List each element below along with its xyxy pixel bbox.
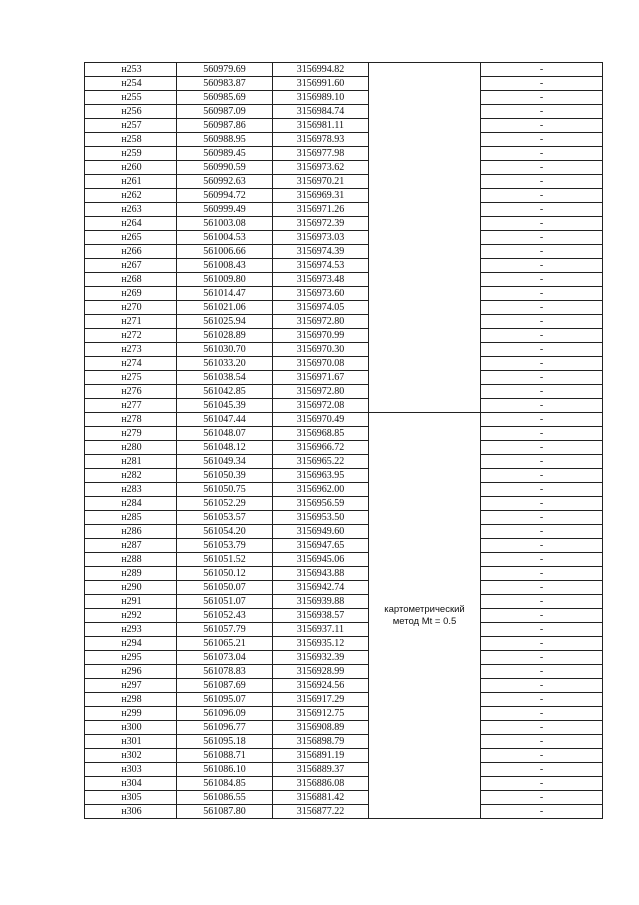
point-name-cell: н264	[85, 217, 177, 231]
y-coordinate-cell: 3156943.88	[273, 567, 369, 581]
y-coordinate-cell: 3156973.60	[273, 287, 369, 301]
accuracy-cell: -	[481, 623, 603, 637]
point-name-cell: н290	[85, 581, 177, 595]
accuracy-cell: -	[481, 637, 603, 651]
accuracy-cell: -	[481, 105, 603, 119]
point-name-cell: н296	[85, 665, 177, 679]
point-name-cell: н255	[85, 91, 177, 105]
accuracy-cell: -	[481, 399, 603, 413]
point-name-cell: н254	[85, 77, 177, 91]
x-coordinate-cell: 561042.85	[177, 385, 273, 399]
x-coordinate-cell: 561021.06	[177, 301, 273, 315]
point-name-cell: н256	[85, 105, 177, 119]
point-name-cell: н301	[85, 735, 177, 749]
accuracy-cell: -	[481, 203, 603, 217]
table-row	[85, 651, 603, 665]
accuracy-cell: -	[481, 77, 603, 91]
y-coordinate-cell: 3156945.06	[273, 553, 369, 567]
accuracy-cell: -	[481, 133, 603, 147]
table-row	[85, 455, 603, 469]
point-name-cell: н284	[85, 497, 177, 511]
table-row	[85, 567, 603, 581]
point-name-cell: н304	[85, 777, 177, 791]
accuracy-cell: -	[481, 497, 603, 511]
table-row	[85, 525, 603, 539]
table-row	[85, 693, 603, 707]
x-coordinate-cell: 561057.79	[177, 623, 273, 637]
y-coordinate-cell: 3156974.39	[273, 245, 369, 259]
accuracy-cell: -	[481, 175, 603, 189]
point-name-cell: н265	[85, 231, 177, 245]
y-coordinate-cell: 3156984.74	[273, 105, 369, 119]
point-name-cell: н300	[85, 721, 177, 735]
table-row	[85, 371, 603, 385]
x-coordinate-cell: 561033.20	[177, 357, 273, 371]
x-coordinate-cell: 561008.43	[177, 259, 273, 273]
x-coordinate-cell: 560985.69	[177, 91, 273, 105]
y-coordinate-cell: 3156972.80	[273, 315, 369, 329]
table-row	[85, 315, 603, 329]
table-row	[85, 469, 603, 483]
accuracy-cell: -	[481, 483, 603, 497]
accuracy-cell: -	[481, 707, 603, 721]
x-coordinate-cell: 561051.07	[177, 595, 273, 609]
table-row	[85, 539, 603, 553]
y-coordinate-cell: 3156949.60	[273, 525, 369, 539]
y-coordinate-cell: 3156973.48	[273, 273, 369, 287]
accuracy-cell: -	[481, 413, 603, 427]
table-row	[85, 665, 603, 679]
x-coordinate-cell: 561052.43	[177, 609, 273, 623]
table-row	[85, 777, 603, 791]
point-name-cell: н291	[85, 595, 177, 609]
y-coordinate-cell: 3156971.67	[273, 371, 369, 385]
accuracy-cell: -	[481, 343, 603, 357]
table-row	[85, 413, 603, 427]
accuracy-cell: -	[481, 371, 603, 385]
point-name-cell: н270	[85, 301, 177, 315]
x-coordinate-cell: 560987.09	[177, 105, 273, 119]
x-coordinate-cell: 561087.80	[177, 805, 273, 819]
y-coordinate-cell: 3156972.80	[273, 385, 369, 399]
point-name-cell: н302	[85, 749, 177, 763]
point-name-cell: н294	[85, 637, 177, 651]
point-name-cell: н259	[85, 147, 177, 161]
x-coordinate-cell: 561065.21	[177, 637, 273, 651]
method-label-line1: картометрический	[384, 603, 465, 615]
x-coordinate-cell: 561009.80	[177, 273, 273, 287]
point-name-cell: н299	[85, 707, 177, 721]
y-coordinate-cell: 3156956.59	[273, 497, 369, 511]
y-coordinate-cell: 3156928.99	[273, 665, 369, 679]
y-coordinate-cell: 3156886.08	[273, 777, 369, 791]
point-name-cell: н253	[85, 63, 177, 77]
x-coordinate-cell: 561086.55	[177, 791, 273, 805]
x-coordinate-cell: 560992.63	[177, 175, 273, 189]
accuracy-cell: -	[481, 273, 603, 287]
y-coordinate-cell: 3156935.12	[273, 637, 369, 651]
x-coordinate-cell: 561006.66	[177, 245, 273, 259]
accuracy-cell: -	[481, 259, 603, 273]
point-name-cell: н268	[85, 273, 177, 287]
point-name-cell: н298	[85, 693, 177, 707]
y-coordinate-cell: 3156969.31	[273, 189, 369, 203]
point-name-cell: н257	[85, 119, 177, 133]
table-row	[85, 343, 603, 357]
x-coordinate-cell: 561095.07	[177, 693, 273, 707]
y-coordinate-cell: 3156912.75	[273, 707, 369, 721]
x-coordinate-cell: 560987.86	[177, 119, 273, 133]
point-name-cell: н297	[85, 679, 177, 693]
point-name-cell: н286	[85, 525, 177, 539]
y-coordinate-cell: 3156881.42	[273, 791, 369, 805]
y-coordinate-cell: 3156947.65	[273, 539, 369, 553]
method-cell-empty	[369, 63, 481, 413]
coordinates-table-body	[85, 63, 603, 819]
accuracy-cell: -	[481, 231, 603, 245]
point-name-cell: н289	[85, 567, 177, 581]
table-row	[85, 609, 603, 623]
point-name-cell: н276	[85, 385, 177, 399]
y-coordinate-cell: 3156977.98	[273, 147, 369, 161]
table-row	[85, 63, 603, 77]
table-row	[85, 805, 603, 819]
y-coordinate-cell: 3156924.56	[273, 679, 369, 693]
y-coordinate-cell: 3156968.85	[273, 427, 369, 441]
accuracy-cell: -	[481, 147, 603, 161]
x-coordinate-cell: 561054.20	[177, 525, 273, 539]
accuracy-cell: -	[481, 749, 603, 763]
accuracy-cell: -	[481, 455, 603, 469]
x-coordinate-cell: 561028.89	[177, 329, 273, 343]
accuracy-cell: -	[481, 427, 603, 441]
x-coordinate-cell: 561050.75	[177, 483, 273, 497]
y-coordinate-cell: 3156932.39	[273, 651, 369, 665]
table-row	[85, 105, 603, 119]
x-coordinate-cell: 561045.39	[177, 399, 273, 413]
point-name-cell: н273	[85, 343, 177, 357]
table-row	[85, 679, 603, 693]
table-row	[85, 231, 603, 245]
accuracy-cell: -	[481, 791, 603, 805]
table-row	[85, 791, 603, 805]
y-coordinate-cell: 3156970.21	[273, 175, 369, 189]
x-coordinate-cell: 561095.18	[177, 735, 273, 749]
point-name-cell: н287	[85, 539, 177, 553]
accuracy-cell: -	[481, 735, 603, 749]
point-name-cell: н293	[85, 623, 177, 637]
accuracy-cell: -	[481, 357, 603, 371]
x-coordinate-cell: 561049.34	[177, 455, 273, 469]
x-coordinate-cell: 561030.70	[177, 343, 273, 357]
y-coordinate-cell: 3156965.22	[273, 455, 369, 469]
accuracy-cell: -	[481, 63, 603, 77]
point-name-cell: н266	[85, 245, 177, 259]
y-coordinate-cell: 3156966.72	[273, 441, 369, 455]
table-row	[85, 259, 603, 273]
point-name-cell: н285	[85, 511, 177, 525]
y-coordinate-cell: 3156917.29	[273, 693, 369, 707]
table-row	[85, 637, 603, 651]
table-row	[85, 483, 603, 497]
table-row	[85, 707, 603, 721]
table-row	[85, 553, 603, 567]
x-coordinate-cell: 560990.59	[177, 161, 273, 175]
point-name-cell: н292	[85, 609, 177, 623]
accuracy-cell: -	[481, 525, 603, 539]
point-name-cell: н280	[85, 441, 177, 455]
x-coordinate-cell: 561050.39	[177, 469, 273, 483]
point-name-cell: н272	[85, 329, 177, 343]
table-row	[85, 581, 603, 595]
y-coordinate-cell: 3156991.60	[273, 77, 369, 91]
point-name-cell: н295	[85, 651, 177, 665]
table-row	[85, 287, 603, 301]
accuracy-cell: -	[481, 609, 603, 623]
y-coordinate-cell: 3156981.11	[273, 119, 369, 133]
method-label-line2: метод Mt = 0.5	[392, 615, 457, 627]
point-name-cell: н258	[85, 133, 177, 147]
accuracy-cell: -	[481, 805, 603, 819]
x-coordinate-cell: 561052.29	[177, 497, 273, 511]
x-coordinate-cell: 561084.85	[177, 777, 273, 791]
table-row	[85, 399, 603, 413]
table-row	[85, 623, 603, 637]
point-name-cell: н274	[85, 357, 177, 371]
table-row	[85, 441, 603, 455]
x-coordinate-cell: 560988.95	[177, 133, 273, 147]
accuracy-cell: -	[481, 217, 603, 231]
y-coordinate-cell: 3156973.03	[273, 231, 369, 245]
point-name-cell: н269	[85, 287, 177, 301]
accuracy-cell: -	[481, 189, 603, 203]
x-coordinate-cell: 560994.72	[177, 189, 273, 203]
table-row	[85, 357, 603, 371]
accuracy-cell: -	[481, 567, 603, 581]
accuracy-cell: -	[481, 119, 603, 133]
table-row	[85, 175, 603, 189]
accuracy-cell: -	[481, 329, 603, 343]
table-row	[85, 77, 603, 91]
point-name-cell: н261	[85, 175, 177, 189]
point-name-cell: н279	[85, 427, 177, 441]
x-coordinate-cell: 561096.09	[177, 707, 273, 721]
coordinates-table	[84, 62, 603, 819]
x-coordinate-cell: 560989.45	[177, 147, 273, 161]
accuracy-cell: -	[481, 315, 603, 329]
x-coordinate-cell: 561003.08	[177, 217, 273, 231]
accuracy-cell: -	[481, 245, 603, 259]
accuracy-cell: -	[481, 91, 603, 105]
accuracy-cell: -	[481, 441, 603, 455]
table-row	[85, 595, 603, 609]
point-name-cell: н262	[85, 189, 177, 203]
y-coordinate-cell: 3156970.08	[273, 357, 369, 371]
table-row	[85, 301, 603, 315]
accuracy-cell: -	[481, 161, 603, 175]
accuracy-cell: -	[481, 693, 603, 707]
y-coordinate-cell: 3156891.19	[273, 749, 369, 763]
y-coordinate-cell: 3156937.11	[273, 623, 369, 637]
accuracy-cell: -	[481, 679, 603, 693]
accuracy-cell: -	[481, 651, 603, 665]
x-coordinate-cell: 561048.12	[177, 441, 273, 455]
table-row	[85, 497, 603, 511]
table-row	[85, 189, 603, 203]
y-coordinate-cell: 3156974.05	[273, 301, 369, 315]
y-coordinate-cell: 3156970.30	[273, 343, 369, 357]
point-name-cell: н278	[85, 413, 177, 427]
method-cell	[369, 413, 481, 819]
accuracy-cell: -	[481, 581, 603, 595]
x-coordinate-cell: 561096.77	[177, 721, 273, 735]
point-name-cell: н305	[85, 791, 177, 805]
x-coordinate-cell: 561073.04	[177, 651, 273, 665]
table-row	[85, 119, 603, 133]
table-row	[85, 203, 603, 217]
table-row	[85, 749, 603, 763]
x-coordinate-cell: 561047.44	[177, 413, 273, 427]
point-name-cell: н267	[85, 259, 177, 273]
accuracy-cell: -	[481, 301, 603, 315]
y-coordinate-cell: 3156970.49	[273, 413, 369, 427]
accuracy-cell: -	[481, 553, 603, 567]
table-row	[85, 763, 603, 777]
x-coordinate-cell: 561048.07	[177, 427, 273, 441]
x-coordinate-cell: 561025.94	[177, 315, 273, 329]
y-coordinate-cell: 3156898.79	[273, 735, 369, 749]
table-row	[85, 735, 603, 749]
point-name-cell: н277	[85, 399, 177, 413]
y-coordinate-cell: 3156938.57	[273, 609, 369, 623]
y-coordinate-cell: 3156971.26	[273, 203, 369, 217]
x-coordinate-cell: 561086.10	[177, 763, 273, 777]
accuracy-cell: -	[481, 763, 603, 777]
x-coordinate-cell: 561051.52	[177, 553, 273, 567]
table-row	[85, 385, 603, 399]
point-name-cell: н282	[85, 469, 177, 483]
table-row	[85, 273, 603, 287]
table-row	[85, 245, 603, 259]
accuracy-cell: -	[481, 539, 603, 553]
point-name-cell: н281	[85, 455, 177, 469]
accuracy-cell: -	[481, 511, 603, 525]
y-coordinate-cell: 3156889.37	[273, 763, 369, 777]
point-name-cell: н260	[85, 161, 177, 175]
x-coordinate-cell: 561088.71	[177, 749, 273, 763]
x-coordinate-cell: 561078.83	[177, 665, 273, 679]
x-coordinate-cell: 561053.79	[177, 539, 273, 553]
y-coordinate-cell: 3156973.62	[273, 161, 369, 175]
point-name-cell: н263	[85, 203, 177, 217]
x-coordinate-cell: 561038.54	[177, 371, 273, 385]
x-coordinate-cell: 560983.87	[177, 77, 273, 91]
y-coordinate-cell: 3156877.22	[273, 805, 369, 819]
y-coordinate-cell: 3156963.95	[273, 469, 369, 483]
x-coordinate-cell: 561050.12	[177, 567, 273, 581]
table-row	[85, 511, 603, 525]
table-row	[85, 329, 603, 343]
accuracy-cell: -	[481, 721, 603, 735]
accuracy-cell: -	[481, 287, 603, 301]
point-name-cell: н306	[85, 805, 177, 819]
y-coordinate-cell: 3156994.82	[273, 63, 369, 77]
y-coordinate-cell: 3156972.39	[273, 217, 369, 231]
table-row	[85, 91, 603, 105]
y-coordinate-cell: 3156962.00	[273, 483, 369, 497]
y-coordinate-cell: 3156908.89	[273, 721, 369, 735]
accuracy-cell: -	[481, 385, 603, 399]
y-coordinate-cell: 3156939.88	[273, 595, 369, 609]
point-name-cell: н288	[85, 553, 177, 567]
x-coordinate-cell: 561004.53	[177, 231, 273, 245]
table-row	[85, 161, 603, 175]
x-coordinate-cell: 560999.49	[177, 203, 273, 217]
y-coordinate-cell: 3156942.74	[273, 581, 369, 595]
accuracy-cell: -	[481, 777, 603, 791]
table-row	[85, 133, 603, 147]
point-name-cell: н275	[85, 371, 177, 385]
y-coordinate-cell: 3156953.50	[273, 511, 369, 525]
y-coordinate-cell: 3156978.93	[273, 133, 369, 147]
accuracy-cell: -	[481, 665, 603, 679]
table-row	[85, 427, 603, 441]
point-name-cell: н283	[85, 483, 177, 497]
y-coordinate-cell: 3156989.10	[273, 91, 369, 105]
y-coordinate-cell: 3156974.53	[273, 259, 369, 273]
table-row	[85, 147, 603, 161]
x-coordinate-cell: 561050.07	[177, 581, 273, 595]
accuracy-cell: -	[481, 469, 603, 483]
accuracy-cell: -	[481, 595, 603, 609]
x-coordinate-cell: 561014.47	[177, 287, 273, 301]
table-row	[85, 217, 603, 231]
y-coordinate-cell: 3156970.99	[273, 329, 369, 343]
point-name-cell: н271	[85, 315, 177, 329]
x-coordinate-cell: 560979.69	[177, 63, 273, 77]
table-row	[85, 721, 603, 735]
y-coordinate-cell: 3156972.08	[273, 399, 369, 413]
point-name-cell: н303	[85, 763, 177, 777]
x-coordinate-cell: 561053.57	[177, 511, 273, 525]
x-coordinate-cell: 561087.69	[177, 679, 273, 693]
